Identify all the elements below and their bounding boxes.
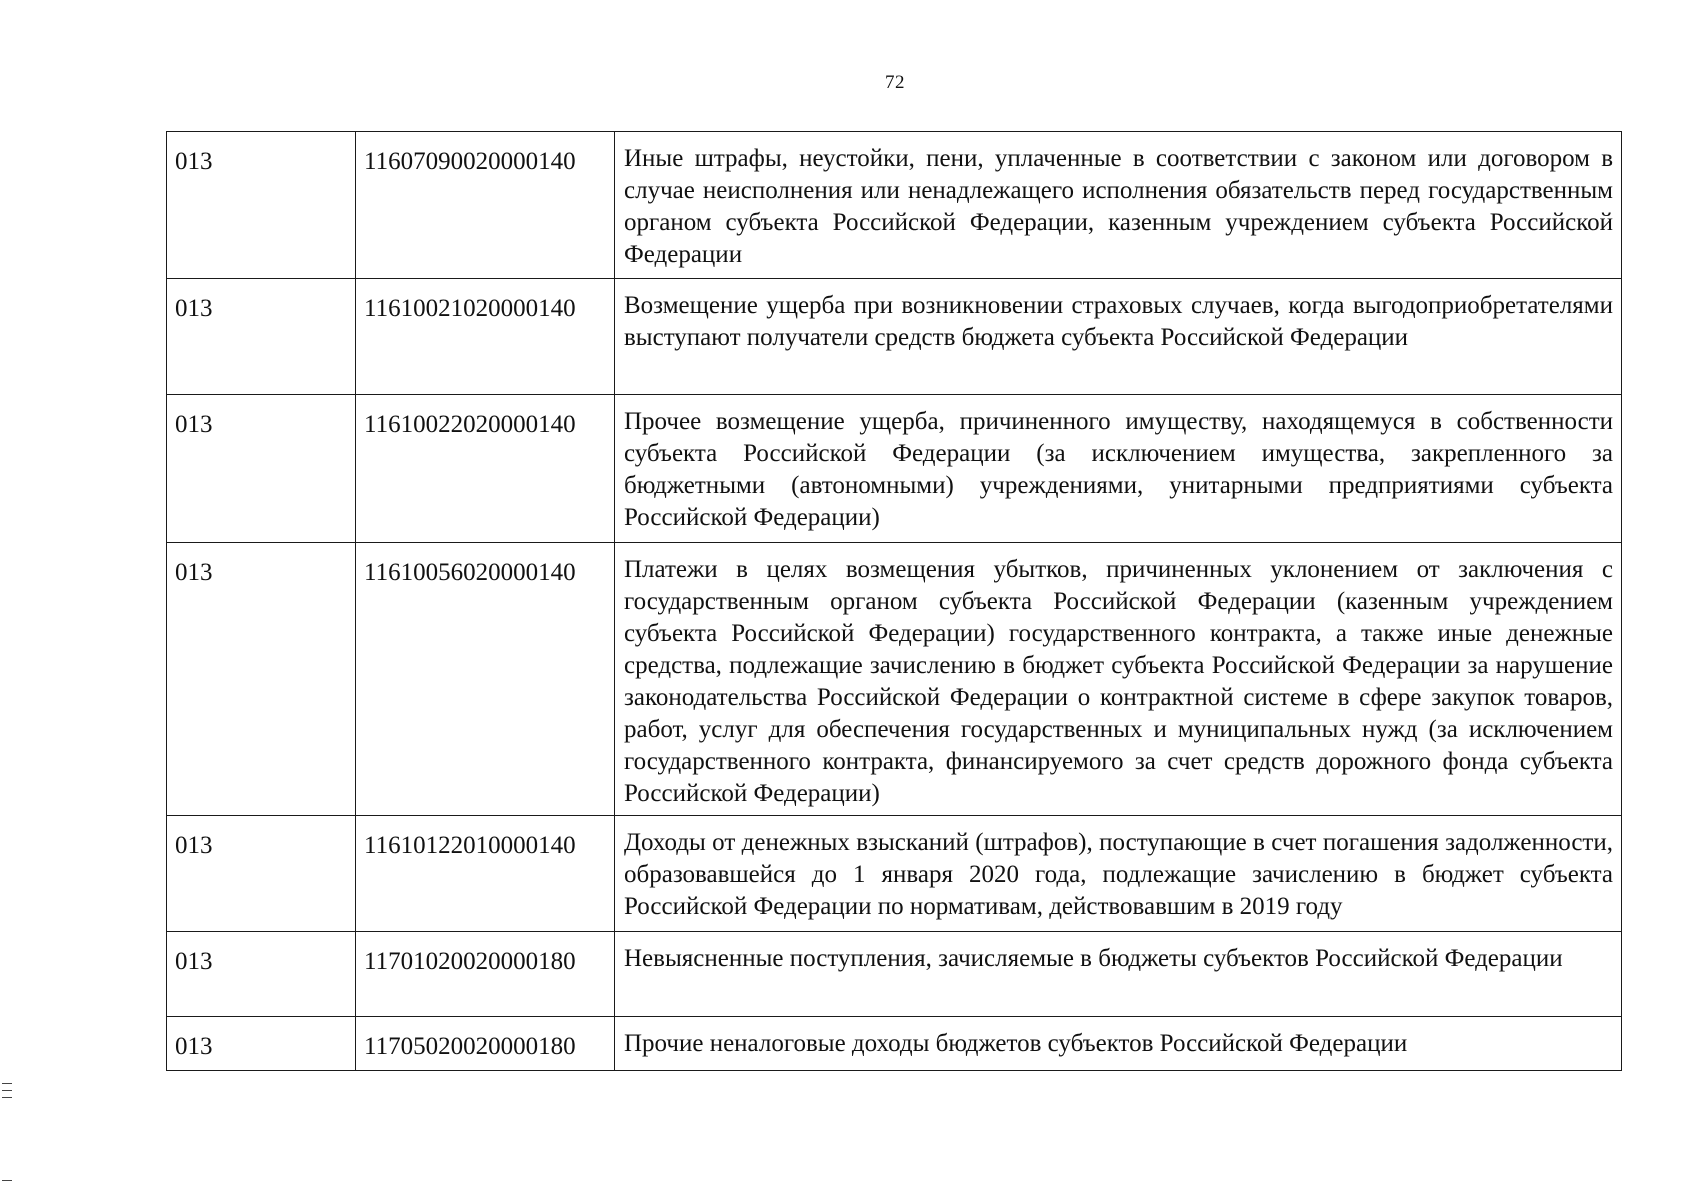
description-cell: Иные штрафы, неустойки, пени, уплаченные в соответствии с законом или договором в случае неисполнения или ненадлежащего исполнения обязательств перед государственным органом субъекта Российской Федерации, казенным учреждением субъекта Российской Федерации	[615, 132, 1622, 279]
table-row	[167, 1017, 1622, 1071]
binding-margin-mark	[2, 1097, 12, 1098]
revenue-code-cell: 11610122010000140	[356, 816, 615, 932]
table-row	[167, 132, 1622, 279]
table-row	[167, 395, 1622, 543]
description-cell: Платежи в целях возмещения убытков, причиненных уклонением от заключения с государственным органом субъекта Российской Федерации (казенным учреждением субъекта Российской Федерации) государственного контракта, а также иные денежные средства, подлежащие зачислению в бюджет субъекта Российской Федерации за нарушение законодательства Российской Федерации о контрактной системе в сфере закупок товаров, работ, услуг для обеспечения государственных и муниципальных нужд (за исключением государственного контракта, финансируемого за счет средств дорожного фонда субъекта Российской Федерации)	[615, 543, 1622, 816]
description-cell: Доходы от денежных взысканий (штрафов), поступающие в счет погашения задолженности, образовавшейся до 1 января 2020 года, подлежащие зачислению в бюджет субъекта Российской Федерации по нормативам, действовавшим в 2019 году	[615, 816, 1622, 932]
admin-code-cell: 013	[167, 1017, 356, 1071]
table-row	[167, 932, 1622, 1017]
admin-code-cell: 013	[167, 279, 356, 395]
description-cell: Прочее возмещение ущерба, причиненного имуществу, находящемуся в собственности субъекта Российской Федерации (за исключением имущества, закрепленного за бюджетными (автономными) учреждениями, унитарными предприятиями субъекта Российской Федерации)	[615, 395, 1622, 543]
admin-code-cell: 013	[167, 932, 356, 1017]
page-number: 72	[885, 72, 905, 93]
admin-code-cell: 013	[167, 543, 356, 816]
binding-margin-mark	[2, 1090, 12, 1091]
admin-code-cell: 013	[167, 132, 356, 279]
revenue-code-cell: 11610022020000140	[356, 395, 615, 543]
binding-margin-mark	[2, 1083, 12, 1084]
revenue-code-cell: 11701020020000180	[356, 932, 615, 1017]
description-cell: Возмещение ущерба при возникновении страховых случаев, когда выгодоприобретателями выступают получатели средств бюджета субъекта Российской Федерации	[615, 279, 1622, 395]
admin-code-cell: 013	[167, 816, 356, 932]
admin-code-cell: 013	[167, 395, 356, 543]
description-cell: Невыясненные поступления, зачисляемые в бюджеты субъектов Российской Федерации	[615, 932, 1622, 1017]
description-cell: Прочие неналоговые доходы бюджетов субъектов Российской Федерации	[615, 1017, 1622, 1071]
revenue-code-cell: 11705020020000180	[356, 1017, 615, 1071]
revenue-code-cell: 11607090020000140	[356, 132, 615, 279]
binding-margin-mark	[2, 1180, 12, 1181]
table-row	[167, 279, 1622, 395]
table-row	[167, 816, 1622, 932]
revenue-code-table	[166, 131, 1622, 1071]
revenue-code-cell: 11610021020000140	[356, 279, 615, 395]
revenue-code-cell: 11610056020000140	[356, 543, 615, 816]
table-row	[167, 543, 1622, 816]
